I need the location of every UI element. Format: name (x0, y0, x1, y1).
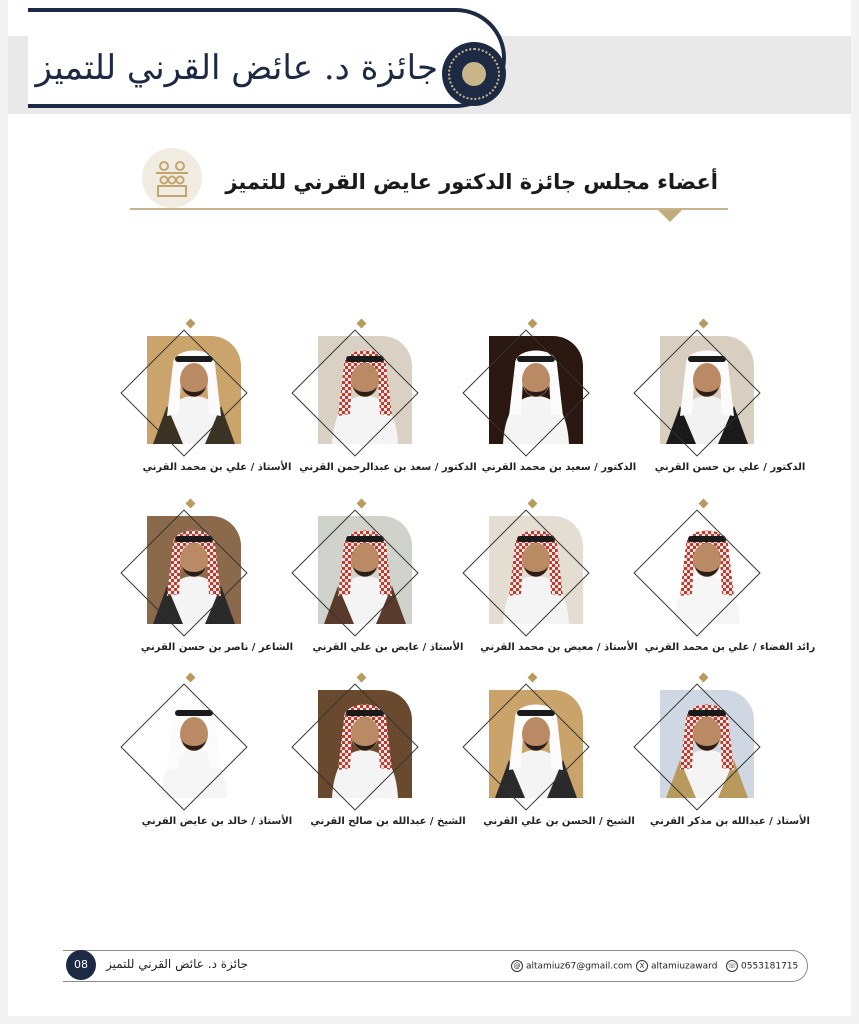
award-logo-banner (28, 8, 506, 108)
page-title: أعضاء مجلس جائزة الدكتور عايض القرني للتميز (225, 170, 718, 194)
member-card (127, 516, 299, 676)
member-name: الدكتور / علي بن حسن القرني (654, 462, 806, 473)
member-name: الدكتور / سعد بن عبدالرحمن القرني (299, 462, 477, 473)
member-name: رائد الفضاء / علي بن محمد القرني (644, 642, 816, 653)
footer-email[interactable] (511, 960, 632, 972)
member-name: الشيخ / الحسن بن علي القرني (483, 816, 635, 827)
member-name: الأستاذ / عبدالله بن مذكر القرني (650, 816, 810, 827)
footer-brand: جائزة د. عائض القرني للتميز (106, 957, 249, 971)
brochure-page (8, 0, 851, 1016)
gold-diamond-icon (699, 319, 709, 329)
member-name: الأستاذ / خالد بن عايض القرني (141, 816, 293, 827)
member-card (127, 690, 299, 850)
award-logo-text: جائزة د. عائض القرني للتميز (35, 48, 438, 88)
page-number: 08 (66, 950, 96, 980)
council-meeting-icon (142, 148, 202, 208)
gold-diamond-icon (357, 319, 367, 329)
title-pointer-icon (658, 210, 682, 222)
footer-x-handle[interactable] (636, 960, 717, 972)
phone-icon: ☏ (727, 962, 737, 970)
gold-diamond-icon (186, 319, 196, 329)
member-name: الأستاذ / معيض بن محمد القرني (480, 642, 638, 653)
footer-phone[interactable] (726, 960, 798, 972)
member-card (127, 336, 299, 496)
member-name: الدكتور / سعيد بن محمد القرني (481, 462, 637, 473)
seal-emblem-icon (442, 42, 506, 106)
member-name: الأستاذ / علي بن محمد القرني (142, 462, 292, 473)
email-text: altamiuz67@gmail.com (526, 961, 633, 972)
gold-diamond-icon (357, 499, 367, 509)
x-logo-icon: X (636, 960, 648, 972)
x-handle-text: altamiuzaward (651, 961, 718, 972)
member-name: الشاعر / ناصر بن حسن القرني (140, 642, 294, 653)
gold-diamond-icon (186, 499, 196, 509)
member-name: الشيخ / عبدالله بن صالح القرني (310, 816, 466, 827)
title-divider (130, 208, 728, 210)
gold-diamond-icon (699, 499, 709, 509)
phone-text: 0553181715 (741, 961, 799, 972)
email-icon: @ (511, 960, 523, 972)
gold-diamond-icon (528, 499, 538, 509)
gold-diamond-icon (528, 319, 538, 329)
member-name: الأستاذ / عايض بن علي القرني (312, 642, 464, 653)
